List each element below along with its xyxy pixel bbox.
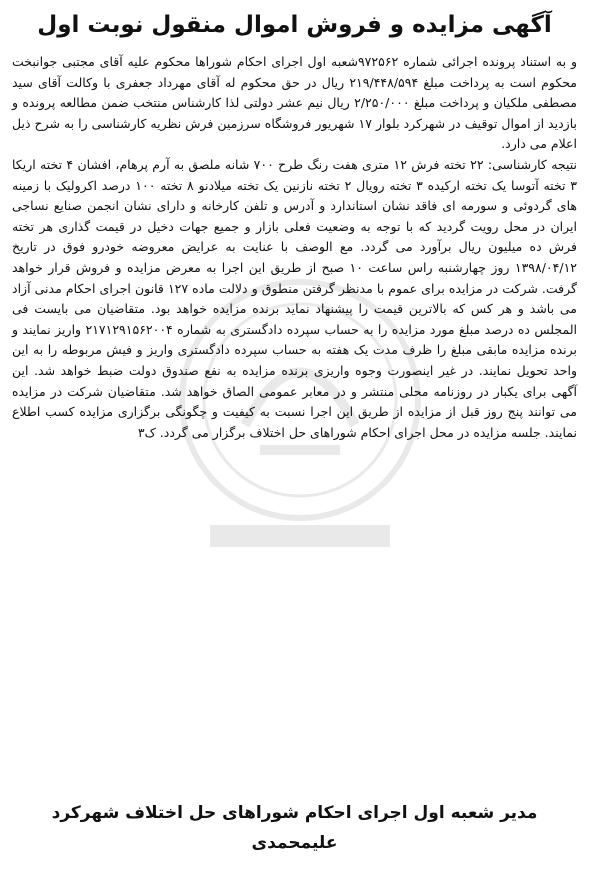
expert-opinion-paragraph: نتیجه کارشناسی: ۲۲ تخته فرش ۱۲ متری هفت رنگ طرح ۷۰۰ شانه ملصق به آرم پرهام، افشان ۴ تخته اریکا ۳ تخته آتوسا یک تخته ارکیده ۳ تخته رویال ۲ تخته نازنین یک تخته میلادنو ۸ تخته ۱۰۰ درصد اکرولیک با زمینه های گردوئی و سورمه ای فاقد نشان استاندارد و آدرس و تلفن کارخانه و دارای نشان انجمن صنایع نساجی ایران در محل رویت گردید که با توجه به وضعیت فعلی بازار و جمیع جهات دخیل در قیمت گذاری هر تخته فرش ده میلیون ریال برآورد می گردد. مع الوصف با عنایت به عرایض معروضه خودرو فوق در تاریخ ۱۳۹۸/۰۴/۱۲ روز چهارشنبه راس ساعت ۱۰ صبح از طریق این اجرا به معرض مزایده و فروش قرار خواهد گرفت. شرکت در مزایده برای عموم با مدنظر گرفتن منطوق و دلالت ماده ۱۲۷ قانون اجرای احکام مدنی آزاد می باشد و هر کس که بالاترین قیمت را پیشنهاد نماید برنده مزایده خواهد بود. متقاضیان می بایست فی المجلس ده درصد مبلغ مورد مزایده را به حساب سپرده دادگستری به شماره ۲۱۷۱۲۹۱۵۶۲۰۰۴ واریز نمایند و برنده مزایده مابقی مبلغ را ظرف مدت یک هفته به حساب سپرده دادگستری واریز و فیش مربوطه را به این واحد تحویل نمایند. در غیر اینصورت وجوه واریزی برنده مزایده به نفع صندوق دولت ضبط خواهد شد. این آگهی برای یکبار در روزنامه محلی منتشر و در معابر عمومی الصاق خواهد شد. متقاضیان شرکت در مزایده می توانند پنج روز قبل از مزایده از طریق این اجرا نسبت به کیفیت و چگونگی برگزاری مزایده کسب اطلاع نمایند. جلسه مزایده در محل اجرای احکام شوراهای حل اختلاف برگزار می گردد. ک۳ bbox=[12, 156, 577, 440]
notice-title: آگهی مزایده و فروش اموال منقول نوبت اول bbox=[37, 12, 552, 38]
signer-position: مدیر شعبه اول اجرای احکام شوراهای حل اختلاف شهرکرد bbox=[51, 803, 538, 823]
notice-body bbox=[12, 52, 577, 443]
intro-paragraph: و به استناد پرونده اجرائی شماره ۹۷۲۵۶۲شعبه اول اجرای احکام شوراها محکوم علیه آقای مجتبی جوانبخت محکوم است به پرداخت مبلغ ۲۱۹/۴۴۸/۵۹۴ ریال در حق محکوم له آقای مهرداد جعفری با وکالت آقای سید مصطفی ملکیان و پرداخت مبلغ ۲/۲۵۰/۰۰۰ ریال نیم عشر دولتی لذا کارشناس منتخب ضمن مطالعه پرونده و بازدید از اموال توقیف در شهرکرد بلوار ۱۷ شهریور فروشگاه سرزمین فرش نظریه کارشناسی را به شرح ذیل اعلام می دارد. bbox=[12, 54, 577, 152]
signature-block bbox=[10, 798, 579, 858]
signer-name: علیمحمدی bbox=[251, 833, 338, 853]
